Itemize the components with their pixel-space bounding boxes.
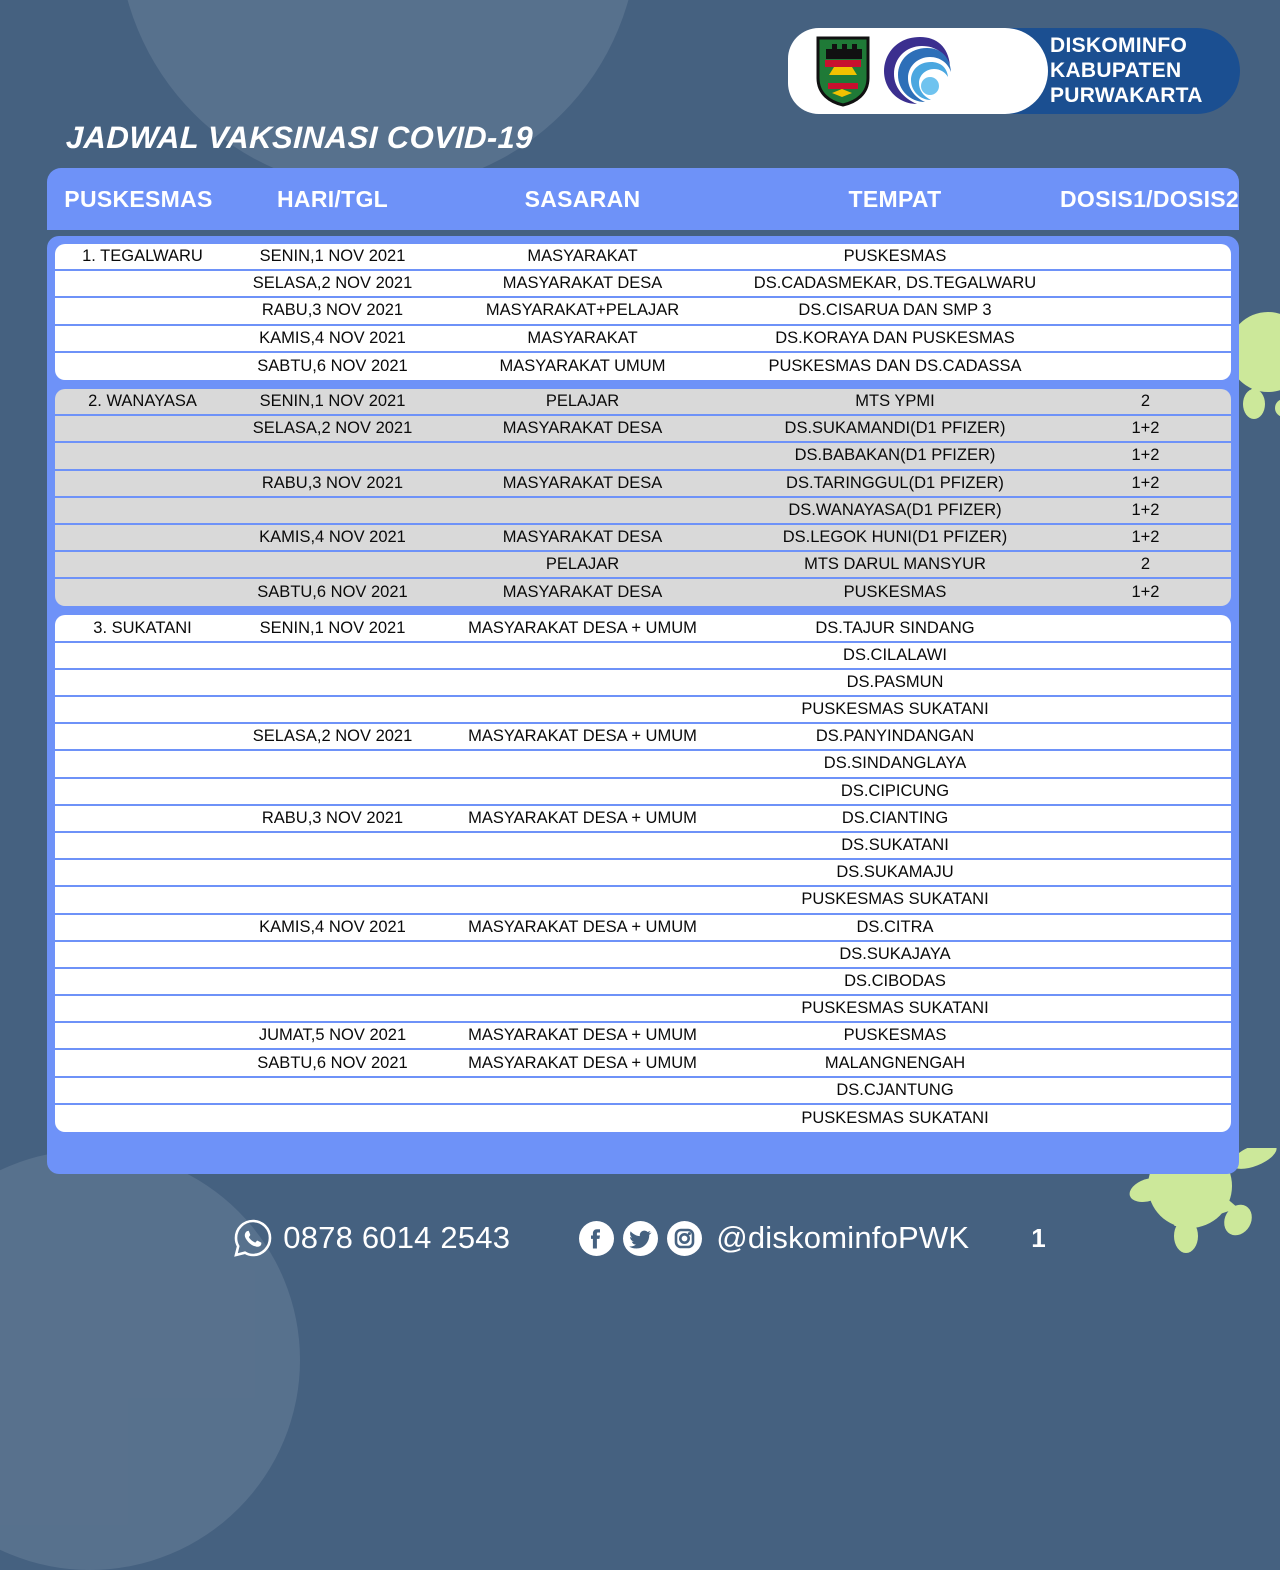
- cell-hari: JUMAT,5 NOV 2021: [258, 1026, 407, 1045]
- cell-hari: SELASA,2 NOV 2021: [252, 274, 413, 293]
- whatsapp-number: 0878 6014 2543: [283, 1220, 511, 1255]
- table-row: [55, 615, 1231, 642]
- cell-dosis: 1+2: [1131, 473, 1160, 492]
- table-row: [55, 471, 1231, 498]
- cell-tempat: DS.CISARUA DAN SMP 3: [798, 301, 992, 320]
- cell-sasaran: PELAJAR: [545, 392, 620, 411]
- cell-tempat: DS.CITRA: [856, 917, 934, 936]
- logo-line-1: DISKOMINFO: [1050, 33, 1188, 57]
- cell-tempat: PUSKESMAS SUKATANI: [801, 700, 989, 719]
- column-header-puskesmas: PUSKESMAS: [64, 185, 213, 212]
- column-header-tempat: TEMPAT: [848, 185, 942, 212]
- cell-hari: RABU,3 NOV 2021: [261, 473, 404, 492]
- table-row: [55, 751, 1231, 778]
- cell-hari: SENIN,1 NOV 2021: [259, 392, 406, 411]
- cell-hari: SABTU,6 NOV 2021: [257, 583, 408, 602]
- cell-dosis: 1+2: [1131, 446, 1160, 465]
- cell-tempat: DS.TAJUR SINDANG: [815, 618, 975, 637]
- table-row: [55, 915, 1231, 942]
- cell-hari: RABU,3 NOV 2021: [261, 301, 404, 320]
- cell-tempat: PUSKESMAS: [843, 1026, 947, 1045]
- table-row: [55, 887, 1231, 914]
- cell-tempat: PUSKESMAS: [843, 583, 947, 602]
- cell-sasaran: MASYARAKAT DESA + UMUM: [468, 1026, 697, 1045]
- cell-hari: SABTU,6 NOV 2021: [257, 1053, 408, 1072]
- cell-tempat: DS.CADASMEKAR, DS.TEGALWARU: [753, 274, 1037, 293]
- cell-sasaran: MASYARAKAT DESA: [502, 419, 663, 438]
- table-row: [55, 1050, 1231, 1077]
- cell-tempat: DS.SUKAJAYA: [839, 944, 951, 963]
- whatsapp-icon[interactable]: [234, 1219, 272, 1257]
- table-row: [55, 806, 1231, 833]
- table-row: [55, 353, 1231, 380]
- cell-tempat: DS.WANAYASA(D1 PFIZER): [788, 500, 1002, 519]
- cell-sasaran: PELAJAR: [545, 555, 620, 574]
- table-block: [55, 615, 1231, 1132]
- column-header-hari: HARI/TGL: [277, 185, 388, 212]
- table-row: [55, 996, 1231, 1023]
- table-row: [55, 643, 1231, 670]
- cell-tempat: DS.CIBODAS: [844, 971, 946, 990]
- diskominfo-logo-badge: [788, 28, 1240, 114]
- table-row: [55, 860, 1231, 887]
- cell-tempat: DS.CIPICUNG: [840, 781, 950, 800]
- cell-hari: KAMIS,4 NOV 2021: [259, 917, 406, 936]
- cell-sasaran: MASYARAKAT DESA + UMUM: [468, 727, 697, 746]
- cell-sasaran: MASYARAKAT DESA: [502, 583, 663, 602]
- cell-puskesmas: 3. SUKATANI: [93, 618, 192, 637]
- cell-tempat: PUSKESMAS DAN DS.CADASSA: [768, 356, 1022, 375]
- cell-dosis: 1+2: [1131, 419, 1160, 438]
- cell-sasaran: MASYARAKAT: [527, 247, 638, 266]
- cell-dosis: 1+2: [1131, 500, 1160, 519]
- decorative-circle-top: [118, 0, 638, 190]
- vaccination-schedule-table: [47, 236, 1239, 1174]
- table-row: [55, 244, 1231, 271]
- cell-sasaran: MASYARAKAT DESA: [502, 527, 663, 546]
- cell-hari: SENIN,1 NOV 2021: [259, 618, 406, 637]
- cell-tempat: DS.TARINGGUL(D1 PFIZER): [786, 473, 1004, 492]
- table-row: [55, 525, 1231, 552]
- cell-hari: SENIN,1 NOV 2021: [259, 247, 406, 266]
- table-row: [55, 969, 1231, 996]
- cell-dosis: 2: [1140, 555, 1151, 574]
- table-row: [55, 498, 1231, 525]
- table-row: [55, 389, 1231, 416]
- cell-tempat: DS.CIANTING: [841, 808, 949, 827]
- table-row: [55, 1023, 1231, 1050]
- table-row: [55, 670, 1231, 697]
- table-row: [55, 942, 1231, 969]
- cell-tempat: MALANGNENGAH: [824, 1053, 966, 1072]
- cell-tempat: PUSKESMAS SUKATANI: [801, 890, 989, 909]
- table-row: [55, 1105, 1231, 1132]
- logo-line-3: PURWAKARTA: [1050, 83, 1203, 107]
- kominfo-wave-logo-icon: [882, 34, 958, 108]
- table-row: [55, 697, 1231, 724]
- page-number: 1: [1031, 1222, 1046, 1253]
- table-row: [55, 1078, 1231, 1105]
- footer: [0, 1196, 1280, 1280]
- cell-tempat: DS.SUKAMANDI(D1 PFIZER): [784, 419, 1006, 438]
- column-header-dosis: DOSIS1/DOSIS2: [1060, 185, 1240, 212]
- cell-hari: KAMIS,4 NOV 2021: [259, 328, 406, 347]
- green-splat-right-icon: [1232, 300, 1280, 430]
- instagram-icon[interactable]: [666, 1220, 703, 1257]
- cell-tempat: PUSKESMAS SUKATANI: [801, 999, 989, 1018]
- table-row: [55, 579, 1231, 606]
- cell-tempat: PUSKESMAS SUKATANI: [801, 1108, 989, 1127]
- cell-tempat: MTS YPMI: [855, 392, 935, 411]
- table-header-row: [47, 168, 1239, 230]
- table-row: [55, 298, 1231, 325]
- cell-tempat: DS.KORAYA DAN PUSKESMAS: [775, 328, 1015, 347]
- facebook-icon[interactable]: [578, 1220, 615, 1257]
- cell-sasaran: MASYARAKAT DESA + UMUM: [468, 808, 697, 827]
- cell-hari: RABU,3 NOV 2021: [261, 808, 404, 827]
- cell-tempat: DS.PANYINDANGAN: [815, 727, 975, 746]
- purwakarta-coat-of-arms-icon: [814, 35, 872, 107]
- cell-sasaran: MASYARAKAT DESA + UMUM: [468, 917, 697, 936]
- cell-sasaran: MASYARAKAT DESA: [502, 473, 663, 492]
- table-block: [55, 389, 1231, 607]
- cell-tempat: DS.SUKAMAJU: [836, 863, 954, 882]
- cell-dosis: 1+2: [1131, 527, 1160, 546]
- table-block: [55, 244, 1231, 380]
- twitter-icon[interactable]: [622, 1220, 659, 1257]
- cell-tempat: DS.CJANTUNG: [836, 1080, 954, 1099]
- cell-sasaran: MASYARAKAT DESA: [502, 274, 663, 293]
- cell-sasaran: MASYARAKAT+PELAJAR: [485, 301, 680, 320]
- cell-tempat: MTS DARUL MANSYUR: [804, 555, 986, 574]
- column-header-sasaran: SASARAN: [524, 185, 641, 212]
- cell-tempat: DS.SINDANGLAYA: [823, 754, 967, 773]
- page-title: JADWAL VAKSINASI COVID-19: [65, 120, 534, 155]
- cell-sasaran: MASYARAKAT DESA + UMUM: [468, 1053, 697, 1072]
- table-row: [55, 416, 1231, 443]
- table-row: [55, 271, 1231, 298]
- table-row: [55, 833, 1231, 860]
- cell-sasaran: MASYARAKAT DESA + UMUM: [468, 618, 697, 637]
- cell-tempat: PUSKESMAS: [843, 247, 947, 266]
- cell-tempat: DS.PASMUN: [846, 672, 944, 691]
- cell-hari: SELASA,2 NOV 2021: [252, 727, 413, 746]
- table-row: [55, 724, 1231, 751]
- table-row: [55, 443, 1231, 470]
- cell-tempat: DS.BABAKAN(D1 PFIZER): [794, 446, 996, 465]
- cell-sasaran: MASYARAKAT UMUM: [499, 356, 666, 375]
- social-handle: @diskominfoPWK: [716, 1220, 970, 1255]
- table-row: [55, 326, 1231, 353]
- cell-hari: KAMIS,4 NOV 2021: [259, 527, 406, 546]
- table-row: [55, 779, 1231, 806]
- logo-text-block: [1050, 34, 1203, 108]
- logo-white-pill: [788, 28, 1048, 114]
- cell-puskesmas: 2. WANAYASA: [88, 392, 197, 411]
- cell-puskesmas: 1. TEGALWARU: [82, 247, 203, 266]
- cell-tempat: DS.LEGOK HUNI(D1 PFIZER): [782, 527, 1008, 546]
- cell-dosis: 1+2: [1131, 583, 1160, 602]
- table-row: [55, 552, 1231, 579]
- cell-tempat: DS.CILALAWI: [843, 645, 947, 664]
- cell-sasaran: MASYARAKAT: [527, 328, 638, 347]
- cell-hari: SABTU,6 NOV 2021: [257, 356, 408, 375]
- logo-line-2: KABUPATEN: [1050, 58, 1182, 82]
- cell-tempat: DS.SUKATANI: [841, 836, 949, 855]
- cell-dosis: 2: [1140, 392, 1151, 411]
- cell-hari: SELASA,2 NOV 2021: [252, 419, 413, 438]
